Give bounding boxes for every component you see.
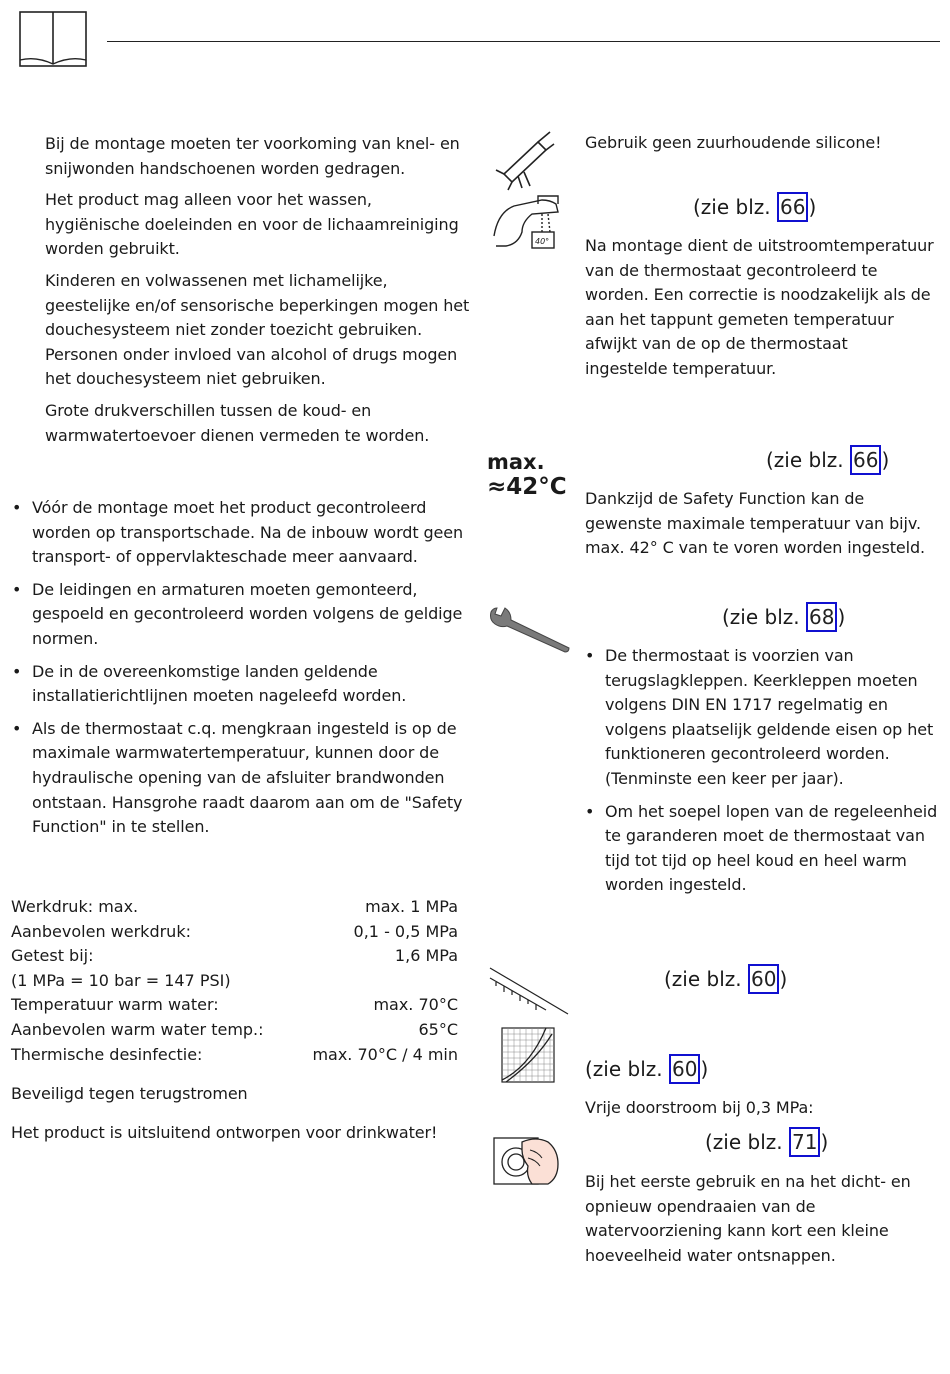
safety-paragraph: Bij de montage moeten ter voorkoming van knel- en snijwonden handschoenen worden gedragen. [45,134,460,178]
hand-turning-knob-icon [492,1128,562,1192]
ref-prefix: (zie blz. [705,1130,789,1154]
page-reference [664,964,787,994]
ref-suffix: ) [779,967,788,991]
page-link[interactable]: 60 [748,964,779,994]
list-item: • Als de thermostaat c.q. mengkraan ingesteld is op de maximale warmwatertemperatuur, kunnen door de hydraulische opening van de afsluiter brandwonden ontstaan. Hansgrohe raadt daarom aan om de "Safety Function" in te stellen. [12,718,463,837]
flow-text: Vrije doorstroom bij 0,3 MPa: [585,1098,814,1117]
spec-label: Aanbevolen warm water temp.: [11,1019,264,1039]
spec-value: max. 70°C [373,995,458,1015]
list-item: • De thermostaat is voorzien van terugslagkleppen. Keerkleppen moeten volgens DIN EN 1717 regelmatig en volgens plaatselijk geldende eisen op het funktioneren gecontroleerd worden. (Tenminste een keer per jaar). [585,646,934,788]
spec-label: (1 MPa = 10 bar = 147 PSI) [11,970,231,990]
safety-paragraph: Grote drukverschillen tussen de koud- en warmwatertoevoer dienen vermeden te worden. [45,400,430,445]
maintenance-list [585,644,940,906]
flow-diagram-icon [486,964,572,1092]
table-row [11,993,458,1018]
spec-label: Getest bij: [11,946,94,966]
ref-suffix: ) [881,448,890,472]
page-reference [722,602,845,632]
page-link[interactable]: 66 [777,192,808,222]
ref-prefix: (zie blz. [693,195,777,219]
spec-value: max. 70°C / 4 min [312,1044,458,1064]
list-item-text: Vóór de montage moet het product gecontroleerd worden op transportschade. Na de inbouw wordt geen transport- of oppervlakteschade meer aanvaard. [32,498,464,567]
spec-value: max. 1 MPa [365,897,458,916]
ref-prefix: (zie blz. [585,1057,669,1081]
spec-label: Werkdruk: max. [11,897,139,916]
first-use-text: Bij het eerste gebruik en na het dicht- en opnieuw opendraaien van de watervoorziening kann kort een kleine hoeveelheid water ontsnappen. [585,1172,911,1265]
list-item: • De in de overeenkomstige landen geldende installatierichtlijnen moeten nageleefd worden. [12,661,407,706]
page-link[interactable]: 60 [669,1054,700,1084]
list-item-text: De in de overeenkomstige landen geldende installatierichtlijnen moeten nageleefd worden. [32,661,407,706]
silicone-gun-icon [494,130,560,196]
page-link[interactable]: 71 [789,1127,820,1157]
specs-table [11,895,458,1067]
table-row [11,1018,458,1043]
spec-label: Temperatuur warm water: [11,995,219,1015]
safety-paragraph: Kinderen en volwassenen met lichamelijke, geestelijke en/of sensorische beperkingen mogen het douchesysteem niet zonder toezicht gebruiken. Personen onder invloed van alcohol of drugs mogen het douchesysteem niet gebruiken. [45,270,470,389]
montage-section [12,496,467,848]
list-item: • De leidingen en armaturen moeten gemonteerd, gespoeld en gecontroleerd worden volgens de geldige normen. [12,579,463,648]
safety-paragraph: Het product mag alleen voor het wassen, hygiënische doeleinden en voor de lichaamreiniging worden gebruikt. [45,190,459,259]
table-row [11,895,458,920]
list-item-text: Als de thermostaat c.q. mengkraan ingesteld is op de maximale warmwatertemperatuur, kunnen door de hydraulische opening van de afsluiter brandwonden ontstaan. Hansgrohe raadt daarom aan om de "Safety Function" in te stellen. [32,718,463,837]
safety-section [45,132,470,455]
backflow-note: Beveiligd tegen terugstromen [11,1084,248,1103]
ref-suffix: ) [837,605,846,629]
spec-label: Aanbevolen werkdruk: [11,921,191,941]
spec-value: 0,1 - 0,5 MPa [353,921,458,941]
ref-suffix: ) [700,1057,709,1081]
drinkwater-note: Het product is uitsluitend ontworpen voor drinkwater! [11,1123,438,1142]
spec-value: 65°C [418,1019,458,1039]
calibration-text: Na montage dient de uitstroomtemperatuur van de thermostaat gecontroleerd te worden. Een correctie is noodzakelijk als de aan het tappunt gemeten temperatuur afwijkt van de op de thermostaat ingestelde temperatuur. [585,236,934,378]
max-label: max. [487,450,545,474]
max-temp-value: ≈42°C [487,474,567,500]
page-reference [693,192,816,222]
ref-prefix: (zie blz. [722,605,806,629]
ref-suffix: ) [808,195,817,219]
list-item-text: De leidingen en armaturen moeten gemonteerd, gespoeld en gecontroleerd worden volgens de geldige normen. [32,579,463,648]
page-link[interactable]: 68 [806,602,837,632]
safety-function-text: Dankzijd de Safety Function kan de gewenste maximale temperatuur van bijv. max. 42° C van te voren worden ingesteld. [585,489,926,558]
page-reference [585,1054,708,1084]
spec-label: Thermische desinfectie: [11,1044,203,1064]
ref-suffix: ) [820,1130,829,1154]
silicone-warning: Gebruik geen zuurhoudende silicone! [585,133,882,152]
list-item: • Vóór de montage moet het product gecontroleerd worden op transportschade. Na de inbouw wordt geen transport- of oppervlakteschade meer aanvaard. [12,498,464,567]
shower-thermometer-icon [492,192,564,258]
page-reference [766,445,889,475]
table-row [11,920,458,945]
ref-prefix: (zie blz. [766,448,850,472]
table-row [11,944,458,969]
table-row [11,1043,458,1068]
thermometer-display: 40° [535,237,550,246]
wrench-icon [487,606,571,662]
page-reference [705,1127,828,1157]
table-row [11,969,458,994]
max-temp-badge [487,450,577,500]
list-item-text: De thermostaat is voorzien van terugslagkleppen. Keerkleppen moeten volgens DIN EN 1717 regelmatig en volgens plaatselijk geldende eisen op het funktioneren gecontroleerd worden. (Tenminste een keer per jaar). [605,646,934,788]
ref-prefix: (zie blz. [664,967,748,991]
list-item: • Om het soepel lopen van de regeleenheid te garanderen moet de thermostaat van tijd tot tijd op heel koud en heel warm worden ingesteld. [585,801,938,895]
spec-value: 1,6 MPa [394,946,458,966]
header-rule [107,41,940,42]
manual-book-icon [18,10,88,72]
page-link[interactable]: 66 [850,445,881,475]
list-item-text: Om het soepel lopen van de regeleenheid te garanderen moet de thermostaat van tijd tot tijd op heel koud en heel warm worden ingesteld. [605,801,938,895]
